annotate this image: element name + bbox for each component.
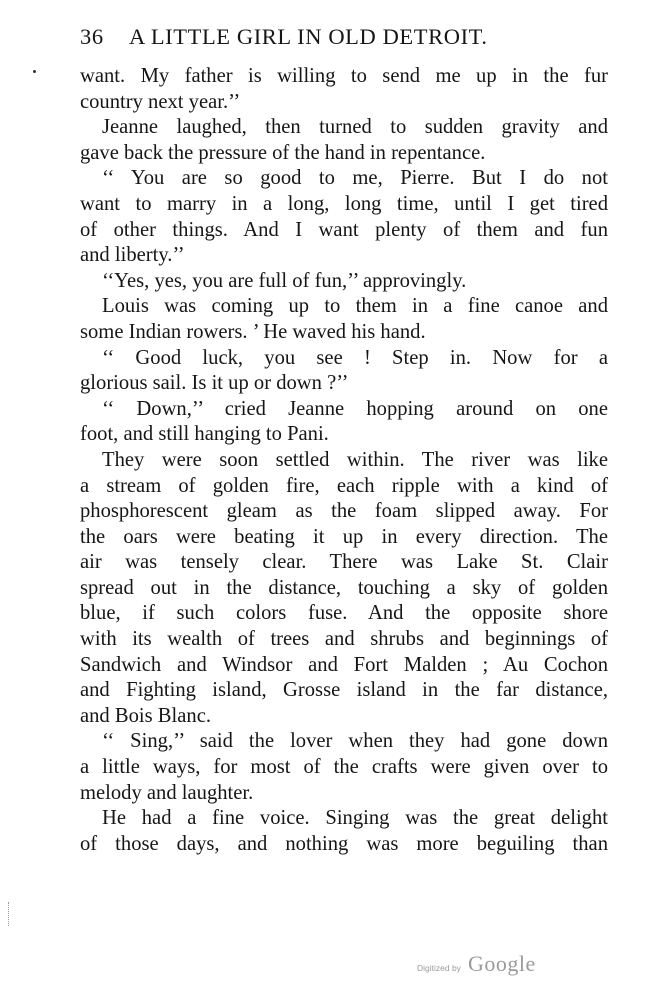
body-text <box>80 64 608 857</box>
text-line: some Indian rowers. ’ He waved his hand. <box>80 320 426 343</box>
text-line: and Fighting island, Grosse island in the far distance, <box>80 679 608 702</box>
text-line: gave back the pressure of the hand in repentance. <box>80 141 486 164</box>
text-line: Louis was coming up to them in a fine canoe and <box>102 295 608 318</box>
watermark-brand: Google <box>468 951 536 976</box>
text-line: want. My father is willing to send me up in the fur <box>80 65 608 87</box>
text-line: the oars were beating it up in every direction. The <box>80 525 608 548</box>
text-line: phosphorescent gleam as the foam slipped away. For <box>80 500 608 523</box>
text-line: a stream of golden fire, each ripple with a kind of <box>80 474 608 497</box>
text-line: blue, if such colors fuse. And the opposite shore <box>80 602 608 625</box>
text-line: ‘‘ Good luck, you see ! Step in. Now for a <box>102 346 608 369</box>
text-line: and Bois Blanc. <box>80 704 211 727</box>
text-line: They were soon settled within. The river was like <box>102 448 608 471</box>
text-line: Sandwich and Windsor and Fort Malden ; Au Cochon <box>80 653 608 676</box>
text-line: ‘‘ Down,’’ cried Jeanne hopping around on one <box>102 397 608 420</box>
margin-artifact <box>8 902 11 926</box>
text-line: Jeanne laughed, then turned to sudden gravity and <box>102 116 608 139</box>
text-line: and liberty.’’ <box>80 244 185 267</box>
text-line: ‘‘Yes, yes, you are full of fun,’’ approvingly. <box>102 269 467 292</box>
text-line: country next year.’’ <box>80 90 241 113</box>
stray-ink-mark <box>33 70 36 73</box>
running-header <box>80 24 608 54</box>
text-line: foot, and still hanging to Pani. <box>80 423 329 446</box>
text-line: want to marry in a long, long time, until I get tired <box>80 192 608 215</box>
text-line: glorious sail. Is it up or down ?’’ <box>80 372 349 395</box>
text-line: spread out in the distance, touching a sky of golden <box>80 576 608 599</box>
text-line: air was tensely clear. There was Lake St. Clair <box>80 551 608 574</box>
running-title: A LITTLE GIRL IN OLD DETROIT. <box>129 24 488 49</box>
watermark-prefix: Digitized by <box>417 963 461 973</box>
text-line: He had a fine voice. Singing was the great delight <box>102 807 608 830</box>
digitization-watermark <box>400 952 560 982</box>
text-line: with its wealth of trees and shrubs and beginnings of <box>80 628 608 651</box>
text-line: of other things. And I want plenty of them and fun <box>80 218 608 241</box>
text-line: of those days, and nothing was more beguiling than <box>80 832 608 855</box>
text-line: a little ways, for most of the crafts were given over to <box>80 756 608 779</box>
text-line: ‘‘ Sing,’’ said the lover when they had gone down <box>102 730 608 753</box>
page-number: 36 <box>80 24 104 49</box>
text-line: ‘‘ You are so good to me, Pierre. But I do not <box>102 167 608 190</box>
text-line: melody and laughter. <box>80 781 254 804</box>
